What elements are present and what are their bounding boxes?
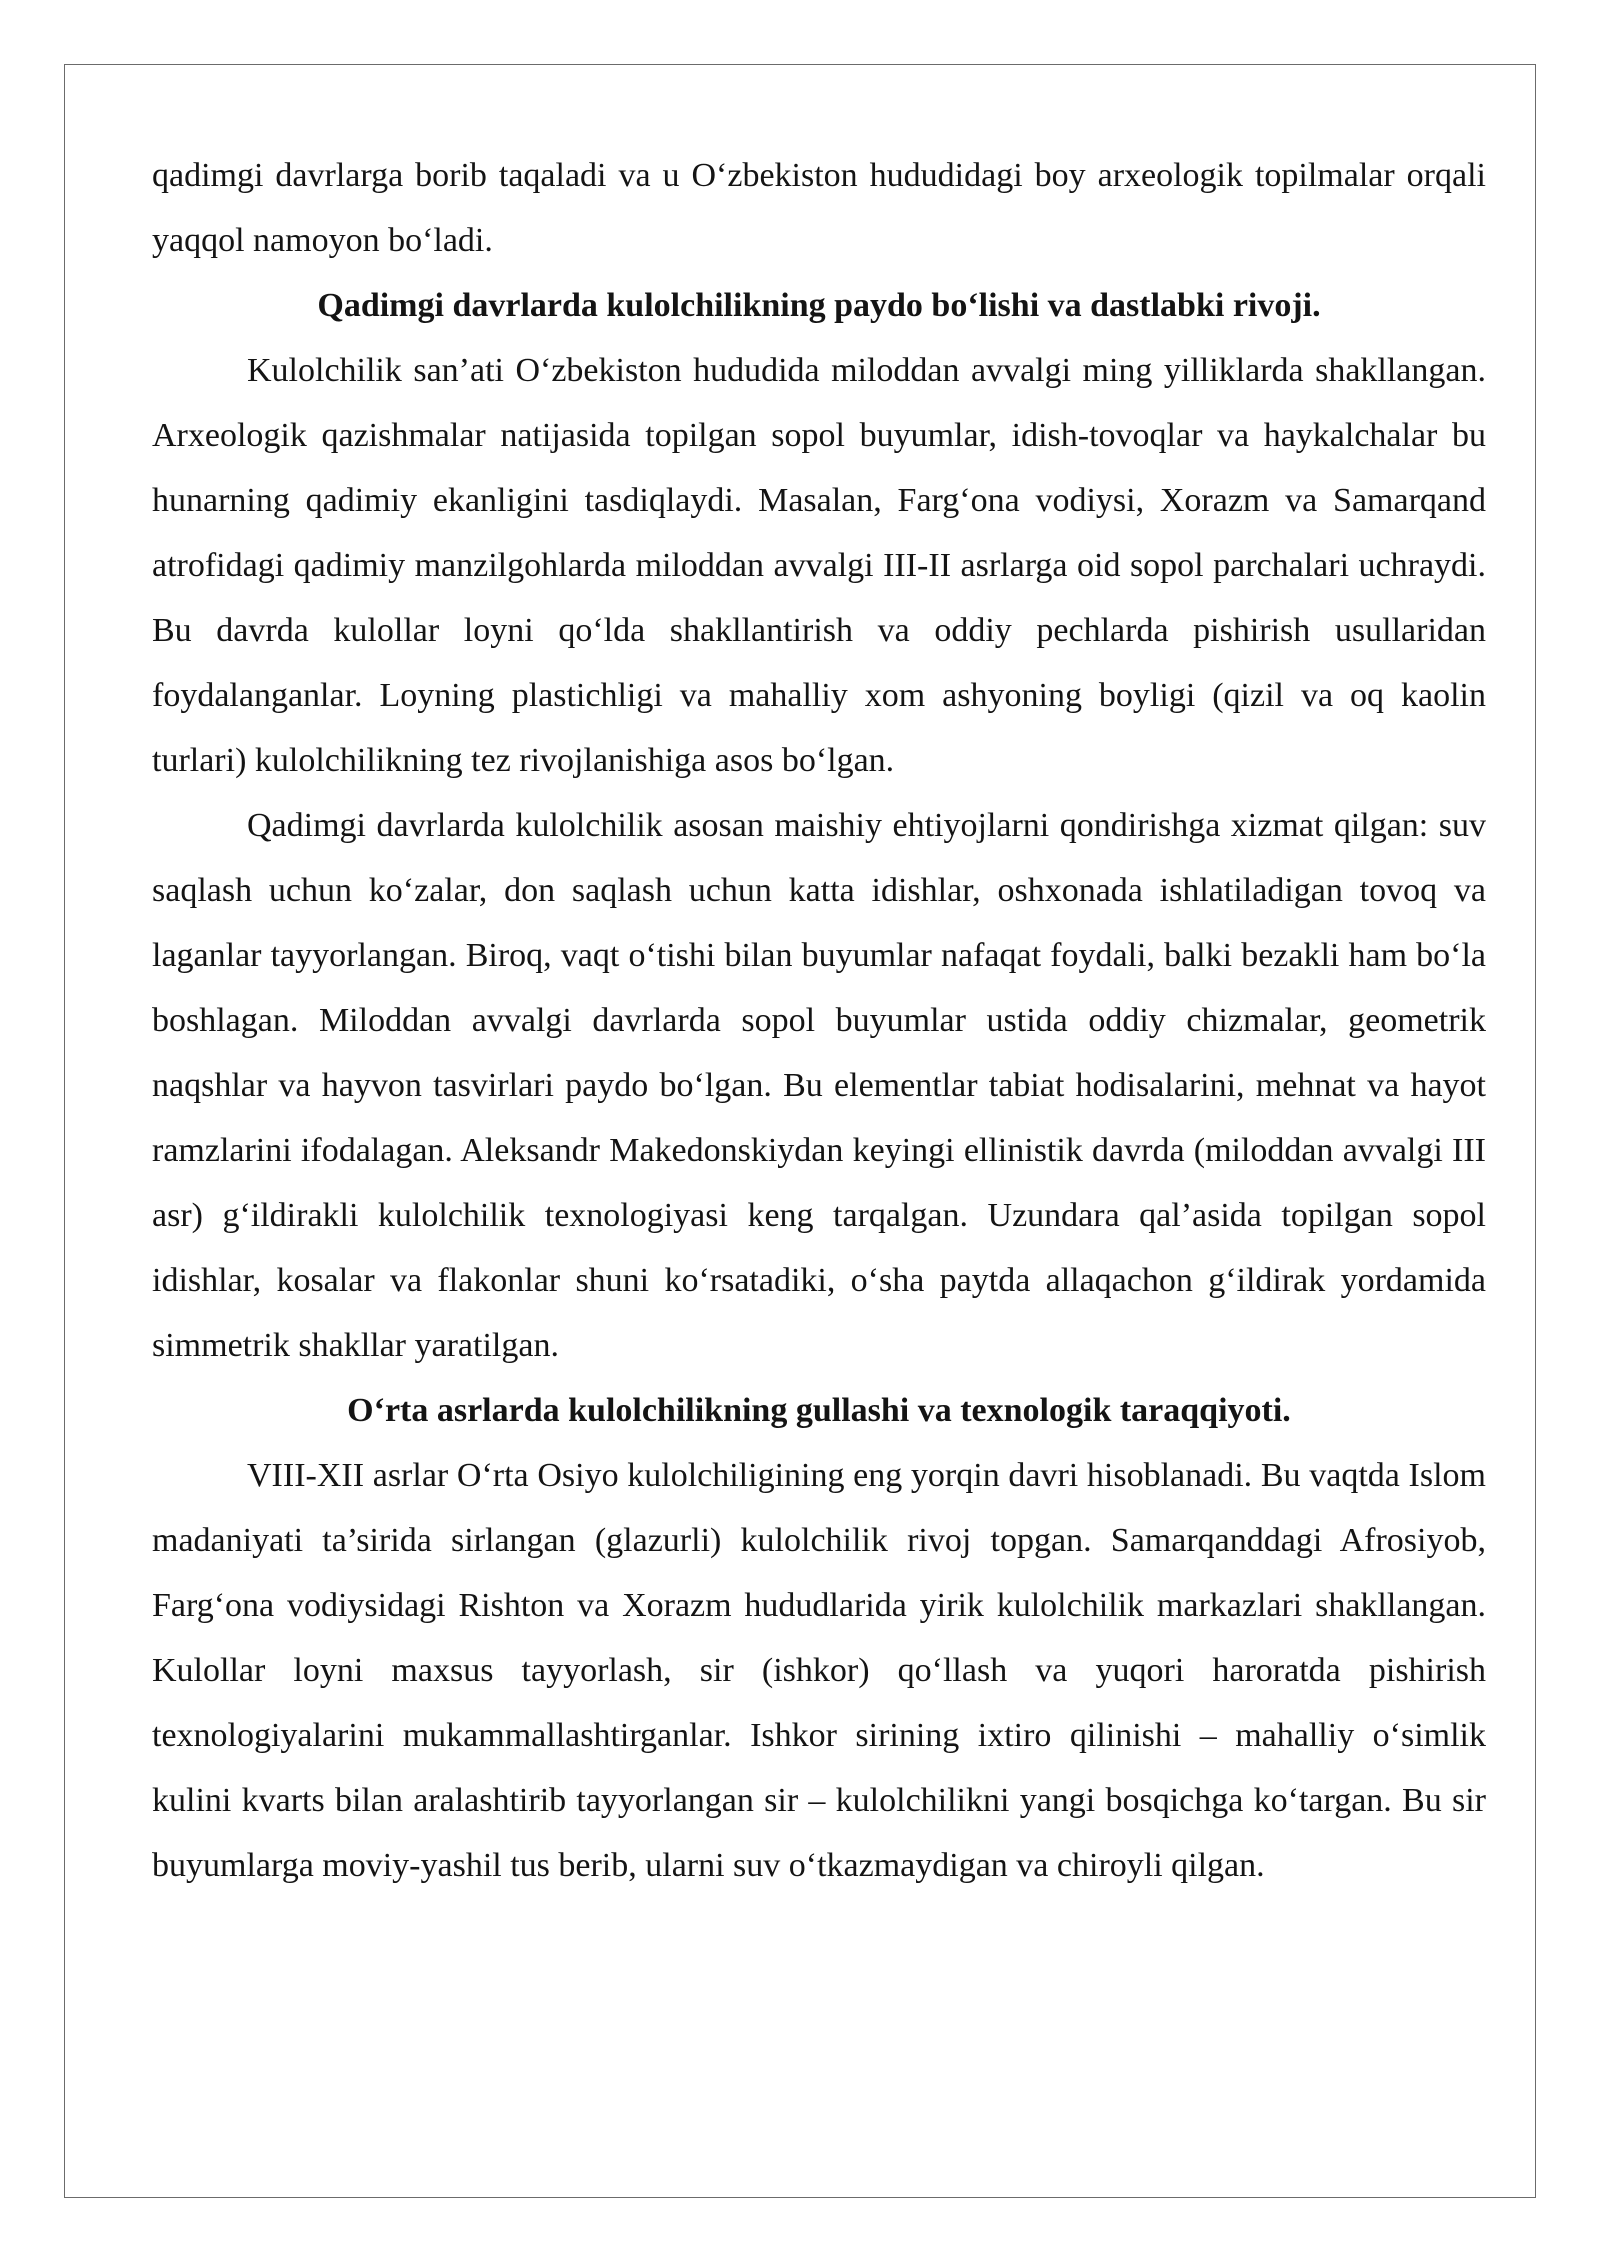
paragraph-origins: Kulolchilik san’ati O‘zbekiston hududida miloddan avvalgi ming yilliklarda shakllangan. Arxeologik qazishmalar natijasida topilgan sopol buyumlar, idish-tovoqlar va haykalchalar bu hunarning qadimiy ekanligini tasdiqlaydi. Masalan, Farg‘ona vodiysi, Xorazm va Samarqand atrofidagi qadimiy manzilgohlarda miloddan avvalgi III-II asrlarga oid sopol parchalari uchraydi. Bu davrda kulollar loyni qo‘lda shakllantirish va oddiy pechlarda pishirish usullaridan foydalanganlar. Loyning plastichligi va mahalliy xom ashyoning boyligi (qizil va oq kaolin turlari) kulolchilikning tez rivojlanishiga asos bo‘lgan. xyxy=(152,352,1486,779)
paragraph-ancient-uses: Qadimgi davrlarda kulolchilik asosan maishiy ehtiyojlarni qondirishga xizmat qilgan: suv saqlash uchun ko‘zalar, don saqlash uchun katta idishlar, oshxonada ishlatiladigan tovoq va laganlar tayyorlangan. Biroq, vaqt o‘tishi bilan buyumlar nafaqat foydali, balki bezakli ham bo‘la boshlagan. Miloddan avvalgi davrlarda sopol buyumlar ustida oddiy chizmalar, geometrik naqshlar va hayvon tasvirlari paydo bo‘lgan. Bu elementlar tabiat hodisalarini, mehnat va hayot ramzlarini ifodalagan. Aleksandr Makedonskiydan keyingi ellinistik davrda (miloddan avvalgi III asr) g‘ildirakli kulolchilik texnologiyasi keng tarqalgan. Uzundara qal’asida topilgan sopol idishlar, kosalar va flakonlar shuni ko‘rsatadiki, o‘sha paytda allaqachon g‘ildirak yordamida simmetrik shakllar yaratilgan. xyxy=(152,807,1486,1364)
paragraph-continuation: qadimgi davrlarga borib taqaladi va u O‘zbekiston hududidagi boy arxeologik topilmalar orqali yaqqol namoyon bo‘ladi. xyxy=(152,157,1486,259)
section-heading-medieval: O‘rta asrlarda kulolchilikning gullashi va texnologik taraqqiyoti. xyxy=(347,1392,1291,1429)
document-body xyxy=(152,143,1486,1898)
paragraph-medieval: VIII-XII asrlar O‘rta Osiyo kulolchiligining eng yorqin davri hisoblanadi. Bu vaqtda Islom madaniyati ta’sirida sirlangan (glazurli) kulolchilik rivoj topgan. Samarqanddagi Afrosiyob, Farg‘ona vodiysidagi Rishton va Xorazm hududlarida yirik kulolchilik markazlari shakllangan. Kulollar loyni maxsus tayyorlash, sir (ishkor) qo‘llash va yuqori haroratda pishirish texnologiyalarini mukammallashtirganlar. Ishkor sirining ixtiro qilinishi – mahalliy o‘simlik kulini kvarts bilan aralashtirib tayyorlangan sir – kulolchilikni yangi bosqichga ko‘targan. Bu sir buyumlarga moviy-yashil tus berib, ularni suv o‘tkazmaydigan va chiroyli qilgan. xyxy=(152,1457,1486,1884)
section-heading-ancient: Qadimgi davrlarda kulolchilikning paydo bo‘lishi va dastlabki rivoji. xyxy=(317,287,1321,324)
